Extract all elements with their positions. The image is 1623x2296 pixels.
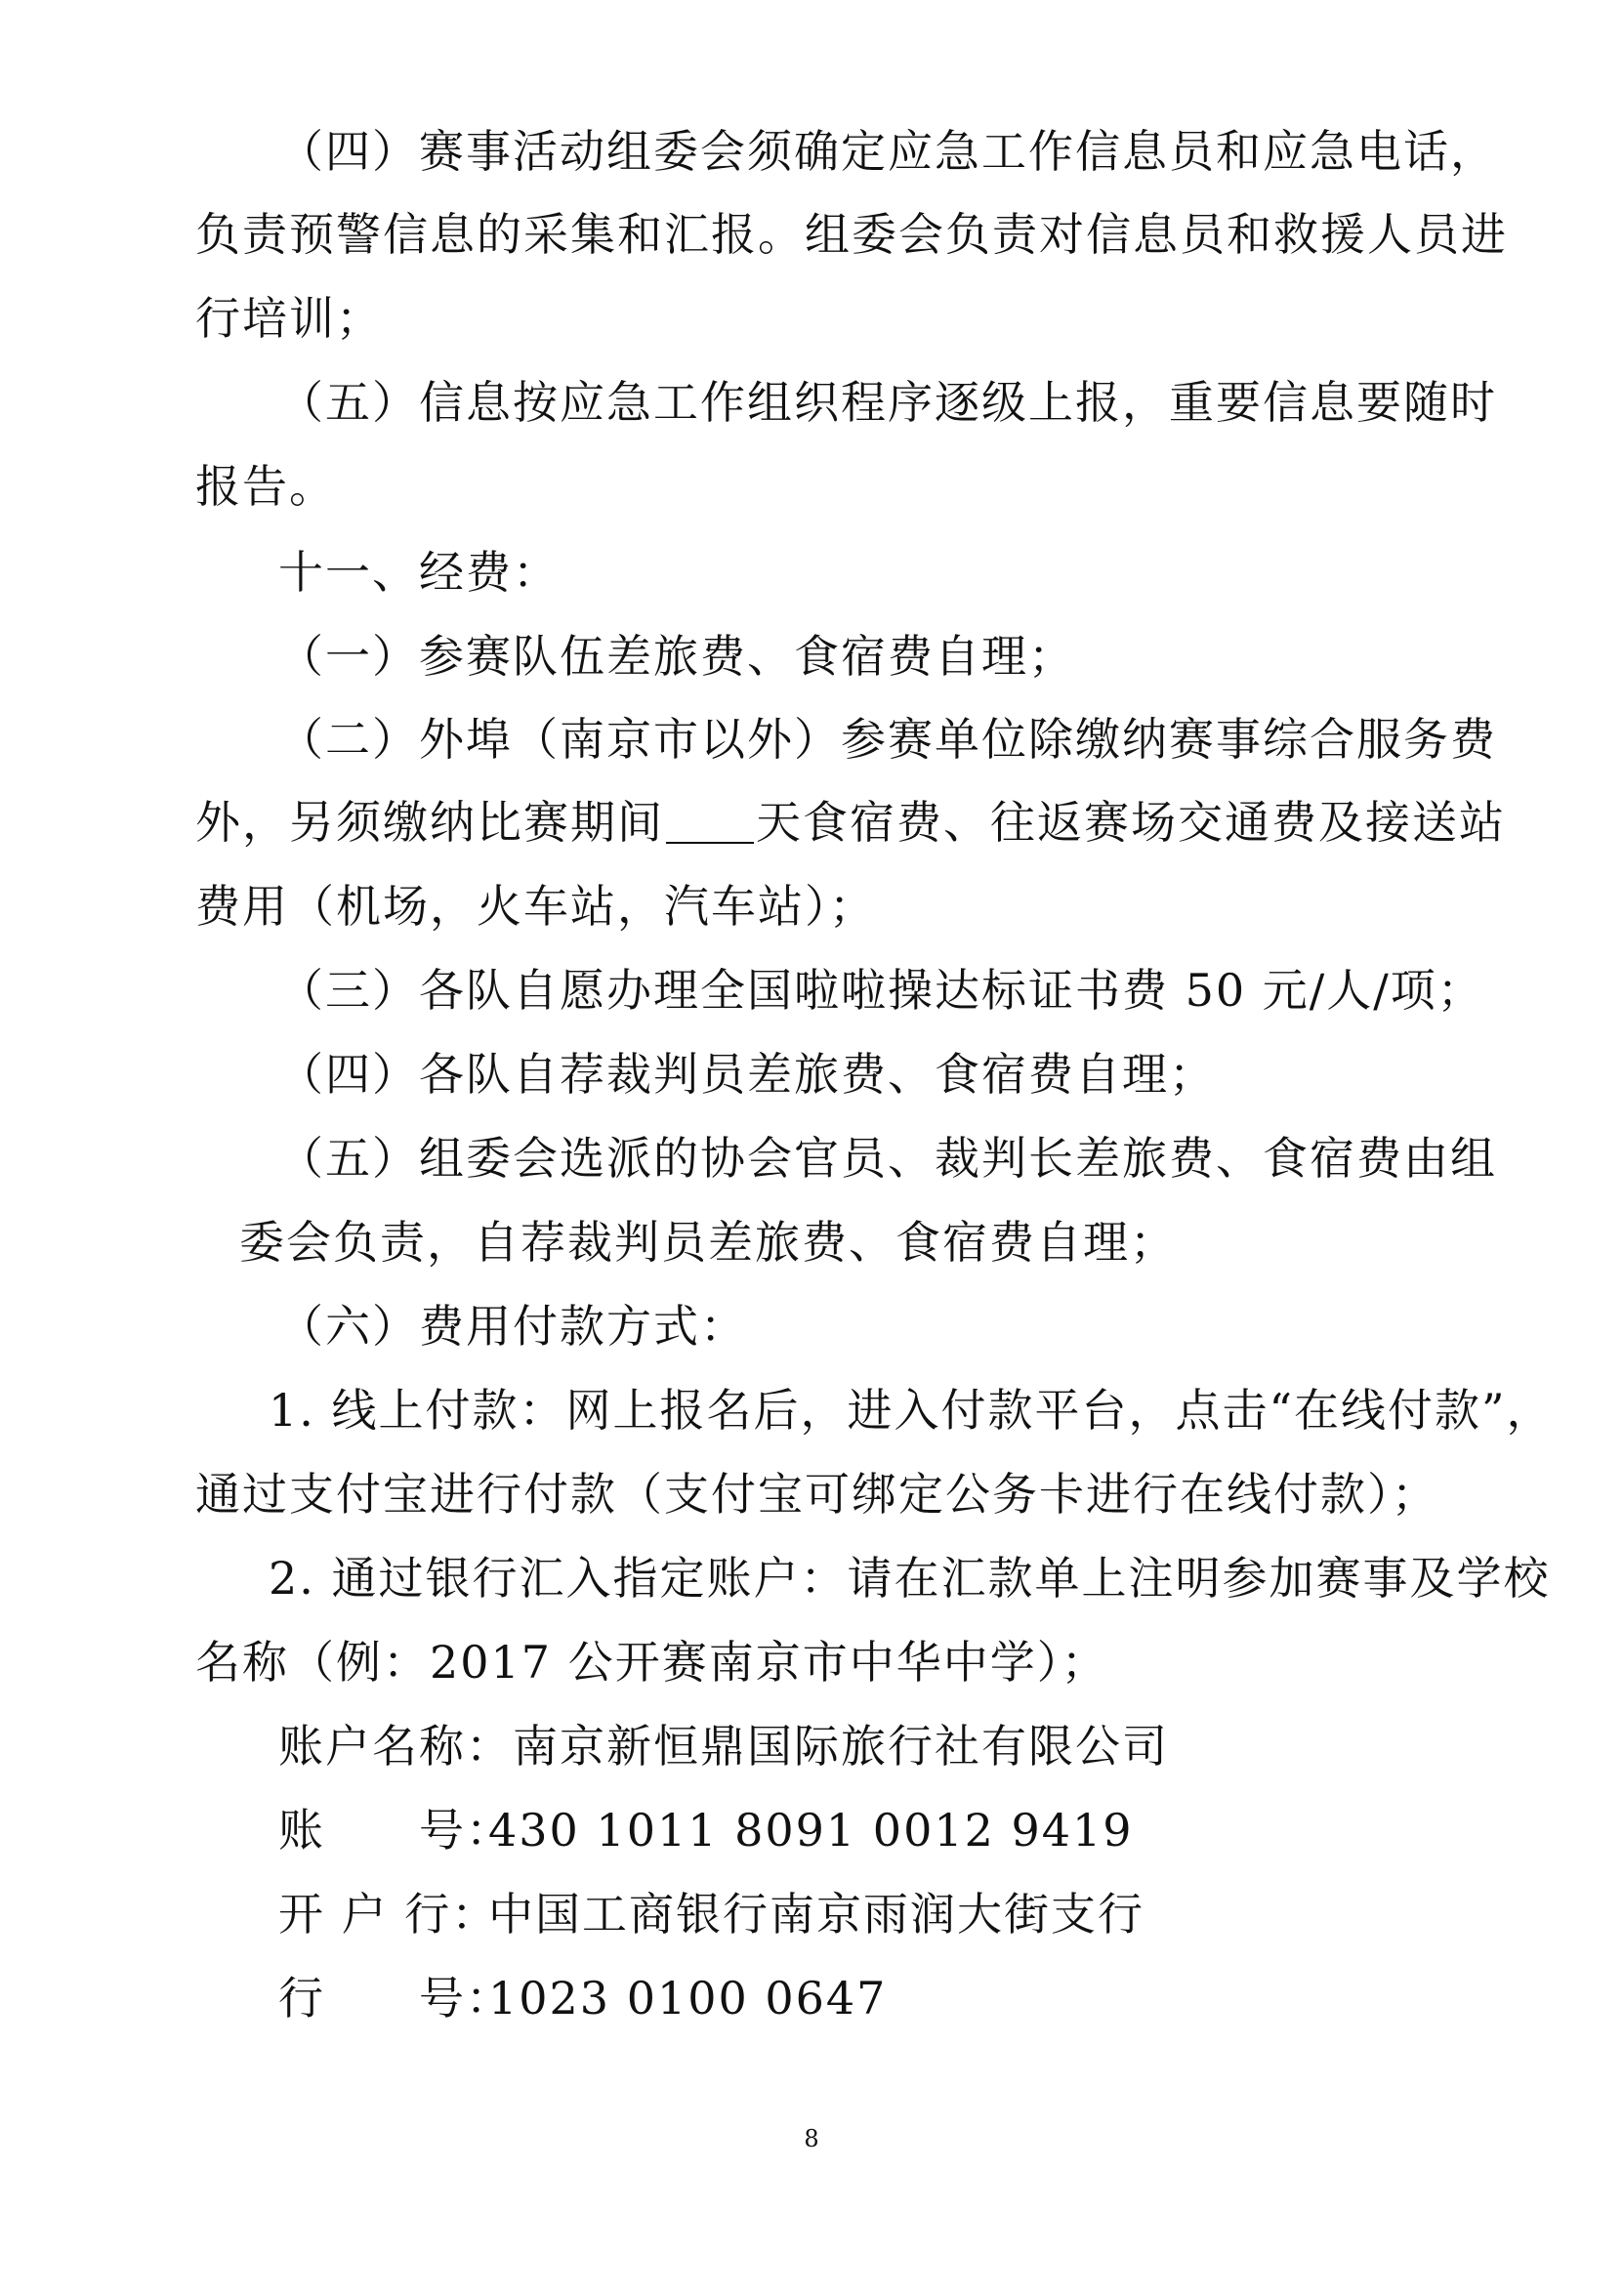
paragraph-line-3: 行培训； bbox=[195, 292, 383, 345]
paragraph-line-12: （四）各队自荐裁判员差旅费、食宿费自理； bbox=[278, 1048, 1216, 1101]
paragraph-line-9-part-1: 外，另须缴纳比赛期间 bbox=[195, 796, 664, 849]
paragraph-line-2: 负责预警信息的采集和汇报。组委会负责对信息员和救援人员进 bbox=[195, 208, 1508, 261]
account-code-value: 1023 0100 0647 bbox=[488, 1972, 888, 2025]
paragraph-line-17: 通过支付宝进行付款（支付宝可绑定公务卡进行在线付款）； bbox=[195, 1468, 1438, 1521]
section-heading: 十一、经费： bbox=[278, 546, 560, 599]
paragraph-line-16: 1. 线上付款：网上报名后，进入付款平台，点击“在线付款”， bbox=[269, 1384, 1554, 1437]
paragraph-line-10: 费用（机场，火车站，汽车站）； bbox=[195, 880, 876, 933]
account-name-row bbox=[278, 1717, 1169, 1775]
paragraph-line-11: （三）各队自愿办理全国啦啦操达标证书费 50 元/人/项； bbox=[278, 964, 1484, 1017]
paragraph-line-19: 名称（例：2017 公开赛南京市中华中学）； bbox=[195, 1636, 1108, 1689]
paragraph-line-15: （六）费用付款方式： bbox=[278, 1300, 747, 1353]
account-number-label: 账 号： bbox=[278, 1804, 513, 1857]
fill-in-blank bbox=[666, 803, 754, 844]
paragraph-line-18: 2. 通过银行汇入指定账户：请在汇款单上注明参加赛事及学校 bbox=[269, 1552, 1551, 1605]
paragraph-line-4: （五）信息按应急工作组织程序逐级上报，重要信息要随时 bbox=[278, 376, 1497, 429]
paragraph-line-7: （一）参赛队伍差旅费、食宿费自理； bbox=[278, 630, 1075, 683]
account-code-label: 行 号： bbox=[278, 1972, 513, 2025]
paragraph-line-5: 报告。 bbox=[195, 460, 336, 513]
account-number-value: 430 1011 8091 0012 9419 bbox=[488, 1804, 1134, 1857]
paragraph-line-8: （二）外埠（南京市以外）参赛单位除缴纳赛事综合服务费 bbox=[278, 713, 1497, 766]
paragraph-line-13: （五）组委会选派的协会官员、裁判长差旅费、食宿费由组 bbox=[278, 1132, 1497, 1185]
paragraph-line-14: 委会负责，自荐裁判员差旅费、食宿费自理； bbox=[239, 1216, 1177, 1269]
page-number: 8 bbox=[804, 2125, 819, 2152]
account-bank-label: 开 户 行： bbox=[278, 1888, 499, 1941]
paragraph-line-9 bbox=[195, 793, 1506, 852]
account-bank-value: 中国工商银行南京雨润大街支行 bbox=[488, 1888, 1144, 1941]
paragraph-line-1: （四）赛事活动组委会须确定应急工作信息员和应急电话， bbox=[278, 125, 1497, 178]
paragraph-line-9-part-2: 天食宿费、往返赛场交通费及接送站 bbox=[756, 796, 1506, 849]
account-bank-row bbox=[278, 1885, 1144, 1943]
account-name-value: 南京新恒鼎国际旅行社有限公司 bbox=[513, 1720, 1169, 1773]
account-name-label: 账户名称： bbox=[278, 1720, 513, 1773]
account-number-row bbox=[278, 1801, 1134, 1859]
account-code-row bbox=[278, 1969, 887, 2027]
